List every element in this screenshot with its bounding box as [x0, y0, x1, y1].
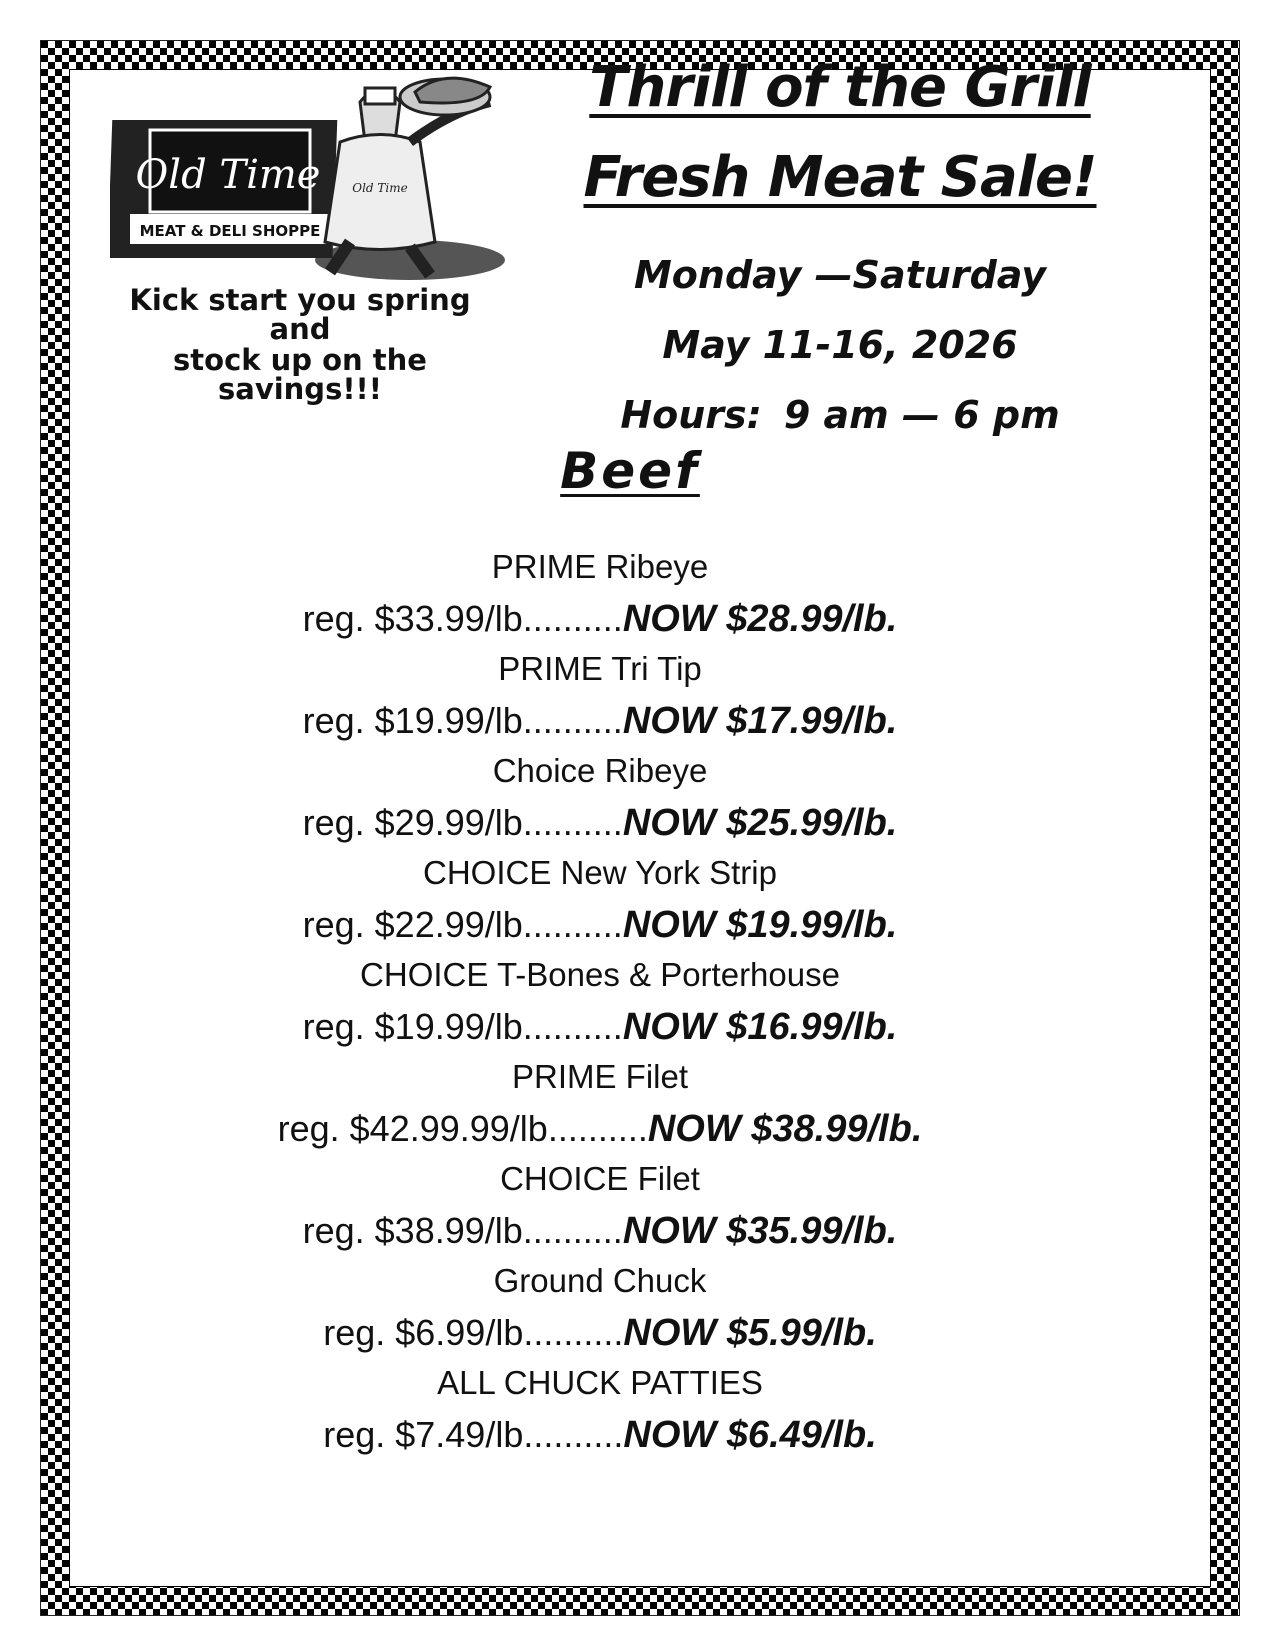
sale-days: Monday —Saturday	[633, 253, 1047, 297]
sale-dates: May 11-16, 2026	[662, 323, 1018, 367]
item-name: CHOICE T-Bones & Porterhouse	[360, 956, 840, 993]
item-price: reg. $19.99/lb..........NOW $16.99/lb.	[302, 1006, 898, 1048]
item-price: reg. $7.49/lb..........NOW $6.49/lb.	[323, 1414, 877, 1456]
item-name: Choice Ribeye	[492, 752, 708, 789]
item-name: PRIME Tri Tip	[498, 650, 702, 687]
item-name: Ground Chuck	[493, 1262, 707, 1299]
item-name: CHOICE New York Strip	[423, 854, 777, 891]
logo-brand: Old Time	[135, 152, 321, 198]
item-price: reg. $42.99.99/lb..........NOW $38.99/lb.	[277, 1108, 923, 1150]
item-price: reg. $22.99/lb..........NOW $19.99/lb.	[302, 904, 898, 946]
sale-hours	[560, 393, 1120, 437]
hours-value: 9 am — 6 pm	[783, 393, 1060, 437]
old-time-logo	[110, 42, 540, 290]
hours-label: Hours:	[620, 393, 762, 437]
section-title-beef: Beef	[560, 442, 700, 500]
item-name: ALL CHUCK PATTIES	[437, 1364, 763, 1401]
item-name: PRIME Filet	[511, 1058, 689, 1095]
title-line-2: Fresh Meat Sale!	[583, 145, 1097, 210]
logo-subtitle: MEAT & DELI SHOPPE	[139, 222, 321, 240]
item-price: reg. $33.99/lb..........NOW $28.99/lb.	[302, 598, 898, 640]
item-price: reg. $19.99/lb..........NOW $17.99/lb.	[302, 700, 898, 742]
tagline-line-1: Kick start you spring and	[129, 283, 471, 346]
item-price: reg. $29.99/lb..........NOW $25.99/lb.	[302, 802, 898, 844]
logo-apron-text: Old Time	[352, 181, 408, 195]
item-price: reg. $38.99/lb..........NOW $35.99/lb.	[302, 1210, 898, 1252]
tagline-line-2: stock up on the savings!!!	[173, 343, 427, 406]
item-price: reg. $6.99/lb..........NOW $5.99/lb.	[323, 1312, 877, 1354]
item-name: PRIME Ribeye	[491, 548, 709, 585]
title-line-1: Thrill of the Grill	[589, 55, 1091, 120]
item-name: CHOICE Filet	[500, 1160, 700, 1197]
